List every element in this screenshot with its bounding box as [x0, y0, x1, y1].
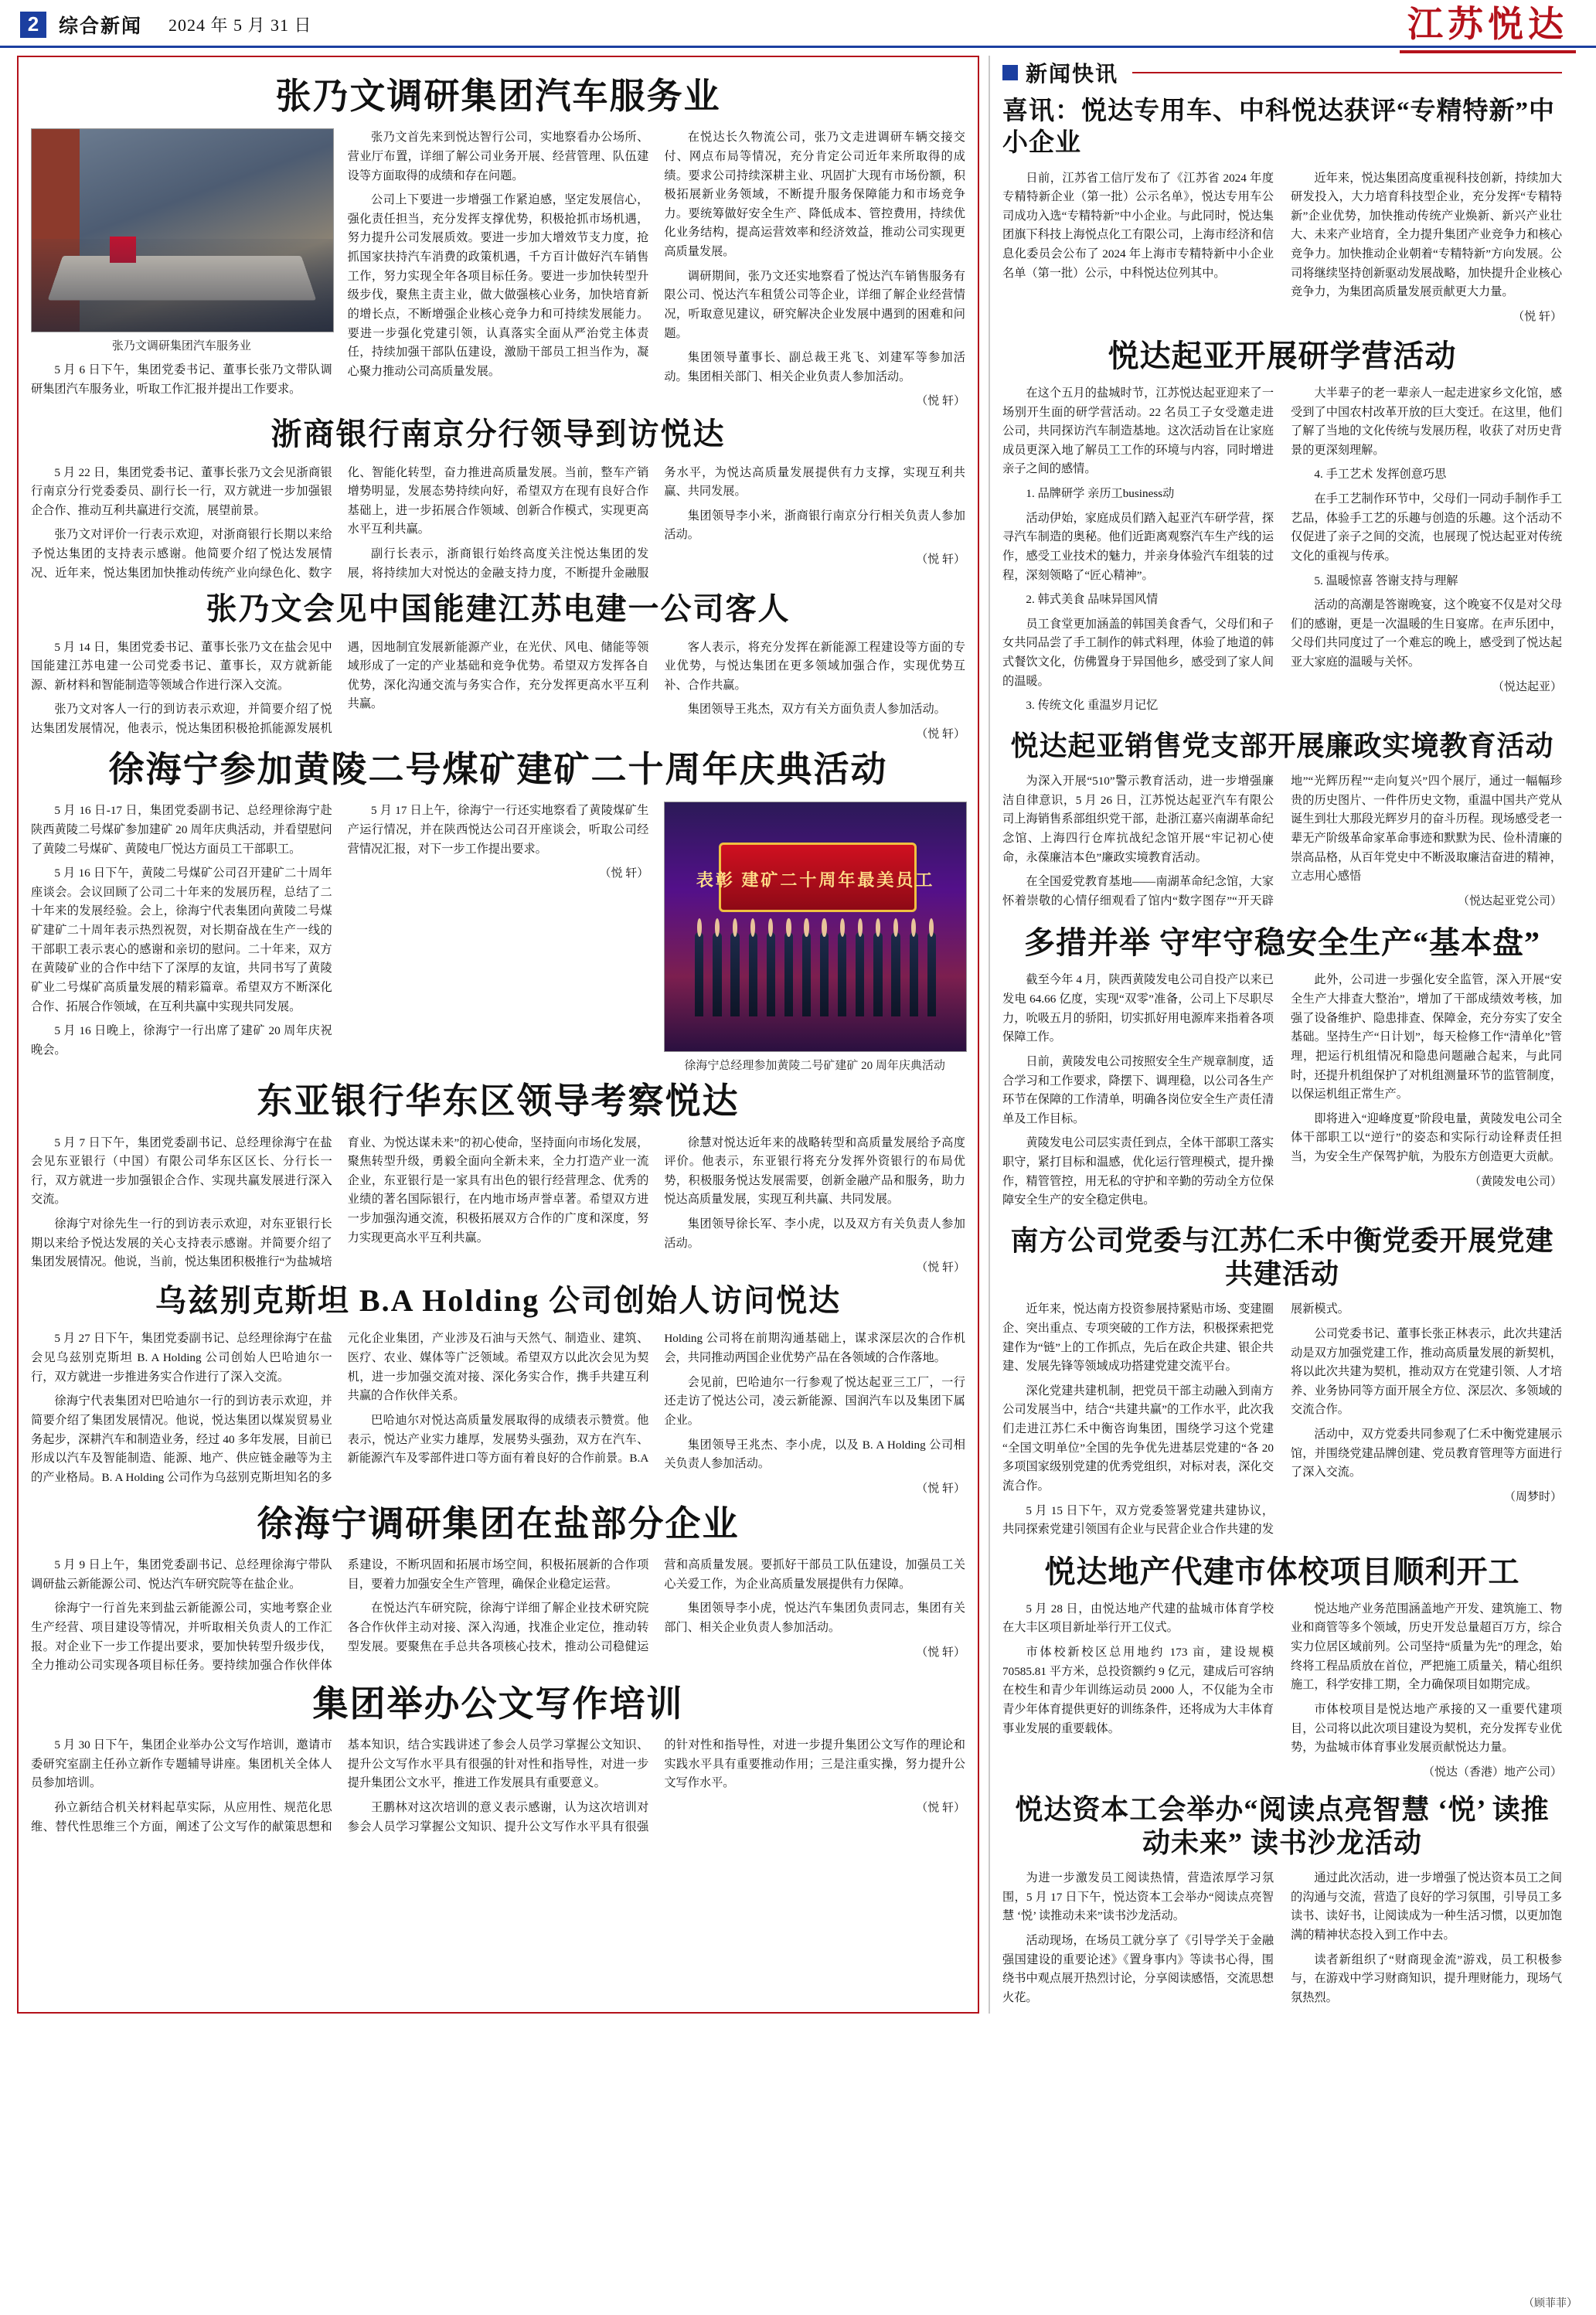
- paragraph: 5 月 17 日上午，徐海宁一行还实地察看了黄陵煤矿生产运行情况，并在陕西悦达公司召开座谈会，听取公司经营情况汇报，对下一步工作提出要求。: [347, 804, 649, 856]
- right-column: [999, 56, 1562, 2014]
- page-content: [0, 48, 1596, 2029]
- paragraph: 活动伊始，家庭成员们踏入起亚汽车研学营，探寻汽车制造的奥秘。他们近距离观察汽车生产线的运作，感受工业技术的魅力，并亲身体验汽车组装的过程，深刻领略了“匠心精神”。: [1002, 511, 1274, 582]
- article-headline: 集团举办公文写作培训: [312, 1683, 684, 1724]
- left-column: [17, 56, 979, 2014]
- paragraph: 近年来，悦达南方投资参展持紧贴市场、变建圈企、突出重点、专项突破的工作方法，积极探索把党建作为“链”上的工作抓点，先后在政企共建、银企共建、发展先锋等领域成功搭建党建交流平台。: [1002, 1302, 1274, 1374]
- paragraph: 徐海宁代表集团对巴哈迪尔一行的到访表示欢迎，并简要介绍了集团发展情况。他说，悦达集团以煤炭贸易业务起步，深耕汽车和制造业务，经过 40 多年发展，目前已形成以汽车及智能制造、能源、地产、供应链金融等为主的产业格局。B. A Holding 公司作为乌兹别克斯坦知名的多元化企业集团，产业涉及石油与天然气、制造业、建筑、医疗、农业、媒体等广泛领域。希望双方以此次会见为契机，进一步加强交流对接、深化务实合作，携手共建互利共赢的合作伙伴关系。: [31, 1332, 649, 1484]
- photo-caption: 徐海宁总经理参加黄陵二号矿建矿 20 周年庆典活动: [684, 1060, 945, 1073]
- paragraph: 集团领导董事长、副总裁王兆飞、刘建军等参加活动。集团相关部门、相关企业负责人参加活动。: [664, 351, 965, 383]
- article-headline: 徐海宁参加黄陵二号煤矿建矿二十周年庆典活动: [108, 750, 888, 790]
- article-headline: 徐海宁调研集团在盐部分企业: [257, 1503, 740, 1544]
- paragraph: 4. 手工艺术 发挥创意巧思: [1314, 468, 1447, 482]
- paragraph: 张乃文首先来到悦达智行公司，实地察看办公场所、营业厅布置，详细了解公司业务开展、经营管理、队伍建设等方面取得的成绩和存在问题。: [347, 131, 649, 182]
- article-headline: 张乃文会见中国能建江苏电建一公司客人: [206, 591, 791, 627]
- news-flash-label: 新闻快讯: [1026, 63, 1119, 87]
- paragraph: 在悦达长久物流公司，张乃文走进调研车辆交接交付、网点布局等情况，充分肯定公司近年来所取得的成绩。要求公司持续深耕主业、巩固扩大现有市场份额，积极拓展新业务领域，不断提升服务保障能力和市场竞争力。要统筹做好安全生产、降低成本、管控费用，持续优化业务结构，提高运营效率和经济效益，推动公司实现更高质量发展。: [664, 131, 965, 259]
- paragraph: 5 月 16 日晚上，徐海宁一行出席了建矿 20 周年庆祝晚会。: [31, 1024, 332, 1057]
- article-signature: （悦 轩）: [916, 1802, 965, 1815]
- paragraph: 为深入开展“510”警示教育活动，进一步增强廉洁自律意识，5 月 26 日，江苏悦达起亚汽车有限公司上海销售系部组织党干部，赴浙江嘉兴南湖革命纪念馆、上海四行仓库抗战纪念馆开展“牢记初心使命，永葆廉洁本色”廉政实境教育活动。: [1002, 775, 1274, 864]
- paragraph: 截至今年 4 月，陕西黄陵发电公司自投产以来已发电 64.66 亿度，实现“双零”准备，公司上下尽职尽力，吮吸五月的骄阳，切实抓好用电源库来指着各项保障工作。: [1002, 973, 1274, 1044]
- article-ba-holding-visit: [31, 1282, 965, 1496]
- brand-logo: 江苏悦达: [1400, 0, 1576, 53]
- paragraph: 悦达地产业务范围涵盖地产开发、建筑施工、物业和商管等多个领域，历史开发总量超百万方，综合实力位居区域前列。公司坚持“质量为先”的理念，始终将工程品质放在首位，严把施工质量关，精心组织施工，科学安排工期，全力确保项目如期完成。: [1291, 1602, 1562, 1692]
- paragraph: 副行长表示，浙商银行始终高度关注悦达集团的发展，将持续加大对悦达的金融支持力度，不断提升金融服务水平，为悦达高质量发展提供有力支撑，实现互利共赢、共同发展。: [347, 465, 965, 580]
- article-sports-school-project: [1002, 1554, 1562, 1779]
- article-headline: 悦达起亚开展研学营活动: [1108, 338, 1457, 373]
- paragraph: 徐海宁一行首先来到盐云新能源公司，实地考察企业生产经营、项目建设等情况，并听取相关负责人的工作汇报。对企业下一步工作提出要求，要加快转型升级步伐，全力推动公司实现各项目标任务。要持续加强合作伙伴体系建设，不断巩固和拓展市场空间，积极拓展新的合作项目，要着力加强安全生产管理，确保企业稳定运营。: [31, 1558, 649, 1673]
- masthead: [0, 0, 1596, 48]
- paragraph: 5 月 16 日-17 日，集团党委副书记、总经理徐海宁赴陕西黄陵二号煤矿参加建矿 20 周年庆典活动，并看望慰问了黄陵二号煤矿、黄陵电厂悦达方面员工干部职工。: [31, 804, 332, 856]
- paragraph: 徐慧对悦达近年来的战略转型和高质量发展给予高度评价。他表示，东亚银行将充分发挥外资银行的布局优势，积极服务悦达发展需要，创新金融产品和服务，助力悦达高质量发展，实现互利共赢、共同发展。: [664, 1135, 965, 1207]
- article-safety-production: [1002, 924, 1562, 1210]
- paragraph: 集团领导李小虎，悦达汽车集团负责同志，集团有关部门、相关企业负责人参加活动。: [664, 1602, 965, 1634]
- paragraph: 5 月 28 日，由悦达地产代建的盐城市体育学校在大丰区项目新址举行开工仪式。: [1002, 1602, 1274, 1635]
- paragraph: 5. 温暖惊喜 答谢支持与理解: [1314, 574, 1458, 587]
- paragraph: 张乃文对评价一行表示欢迎，对浙商银行长期以来给予悦达集团的支持表示感谢。他简要介绍了悦达发展情况、近年来，悦达集团加快推动传统产业向绿色化、数字化、智能化转型，奋力推进高质量发展。当前，整车产销增势明显，发展态势持续向好，希望双方在现有良好合作基础上，进一步拓展合作领域、创新合作模式，实现更高水平互利共赢。: [31, 465, 649, 580]
- article-xuhaining-survey: [31, 1503, 965, 1676]
- paragraph: 集团领导王兆杰，双方有关方面负责人参加活动。: [687, 703, 946, 717]
- paragraph: 3. 传统文化 重温岁月记忆: [1026, 699, 1159, 713]
- square-bullet-icon: [1002, 65, 1018, 80]
- paragraph: 在手工艺制作环节中，父母们一同动手制作手工艺品，体验手工艺的乐趣与创造的乐趣。这个活动不仅促进了亲子之间的交流，也展现了悦达起亚对传统文化的重视与传承。: [1291, 492, 1562, 563]
- paragraph: 在全国爱党教育基地——南湖革命纪念馆，大家怀着崇敬的心情仔细观看了馆内“数字图存”“开天辟地”“光辉历程”“走向复兴”四个展厅，通过一幅幅珍贵的历史图片、一件件历史文物，重温中国共产党从诞生到壮大那段光辉岁月的奋斗历程。现场感受老一辈无产阶级革命家革命事迹和默默为民、俭朴清廉的崇高品格，从百年党史中不断汲取廉洁奋进的精神，立志用心感悟: [1002, 775, 1562, 907]
- paragraph: 5 月 16 日下午，黄陵二号煤矿公司召开建矿二十周年座谈会。会议回顾了公司二十年来的发展历程，总结了二十年来的发展经验。会上，徐海宁代表集团向黄陵二号煤矿建矿二十周年表示热烈祝贺，对长期奋战在生产一线的干部职工表示衷心的感谢和亲切的慰问。二十年来，双方在黄陵矿业的合作中结下了深厚的友谊，共同书写了黄陵矿业二号煤矿高质量发展的精彩篇章。希望双方不断深化合作、拓展合作领域，在互利共赢中实现共同发展。: [31, 866, 332, 1013]
- paragraph: 徐海宁对徐先生一行的到访表示欢迎，对东亚银行长期以来给予悦达发展的关心支持表示感谢。并简要介绍了集团发展情况。他说，当前，悦达集团积极推行“为盐城培育业、为悦达谋未来”的初心使命，坚持面向市场化发展，聚焦转型升级，勇毅全面向全新未来，全力打造产业一流企业，东亚银行是一家具有出色的银行经营理念、优秀的业绩的著名国际银行，在内地市场声誉卓著。希望双方进一步加强沟通交流，积极拓展双方合作的广度和深度，努力实现更高水平互利共赢。: [31, 1135, 649, 1269]
- article-kia-sales-party-branch: [1002, 730, 1562, 911]
- article-signature: （周梦时）: [1503, 1490, 1562, 1503]
- paragraph: 活动现场，在场员工就分享了《引导学关于金融强国建设的重要论述》《置身事内》等读书心得，围绕书中观点展开热烈讨论，分享阅读感悟，交流思想火花。: [1002, 1934, 1274, 2004]
- paragraph: 5 月 14 日，集团党委书记、董事长张乃文在盐会见中国能建江苏电建一公司党委书记、董事长，双方就新能源、新材料和智能制造等领域合作进行深入交流。: [31, 640, 332, 692]
- article-signature: （悦 轩）: [916, 1646, 965, 1659]
- paragraph: 孙立新结合机关材料起草实际，从应用性、规范化思维、替代性思维三个方面，阐述了公文写作的献策思想和基本知识，结合实践讲述了参会人员学习掌握公文知识、提升公文写作水平具有很强的针对性和指导性，对进一步提升集团公文水平，推进工作发展具有重要意义。: [31, 1738, 649, 1833]
- article-headline: 乌兹别克斯坦 B.A Holding 公司创始人访问悦达: [155, 1283, 842, 1319]
- paragraph: 张乃文对客人一行的到访表示欢迎，并简要介绍了悦达集团发展情况，他表示，悦达集团积极抢抓能源发展机遇，因地制宜发展新能源产业，在光伏、风电、储能等领域形成了一定的产业基础和竞争优势。希望双方发挥各自优势，深化沟通交流与务实合作，充分发挥更高水平互利共赢。: [31, 640, 649, 736]
- article-zhangnaiwen-auto-service: [31, 76, 965, 408]
- article-headline: 喜讯：悦达专用车、中科悦达获评“专精特新”中小企业: [1002, 97, 1555, 158]
- article-signature: （悦达起亚）: [1492, 680, 1562, 693]
- paragraph: 黄陵发电公司层实责任到点，全体干部职工落实职守，紧打目标和温感，优化运行管理模式，提升操作，精管管控，用无私的守护和辛勤的劳动全方位保障安全生产的安全稳定供电。: [1002, 1136, 1274, 1207]
- paragraph: 5 月 7 日下午，集团党委副书记、总经理徐海宁在盐会见东亚银行（中国）有限公司华东区区长、分行长一行，双方就进一步加强银企合作、实现共赢发展进行深入交流。: [31, 1135, 332, 1207]
- paragraph: 2. 韩式美食 品味异国风情: [1026, 593, 1159, 607]
- article-kia-study-camp: [1002, 338, 1562, 716]
- article-writing-training: [31, 1683, 965, 1837]
- paragraph: 1. 品牌研学 亲历工business动: [1026, 487, 1175, 500]
- paragraph: 大半辈子的老一辈亲人一起走进家乡文化馆，感受到了中国农村改革开放的巨大变迁。在这里，他们了解了当地的文化传统与发展历程，收获了对历史背景的更深刻理解。: [1291, 386, 1562, 457]
- paragraph: 活动的高潮是答谢晚宴，这个晚宴不仅是对父母们的感谢，更是一次温暖的生日宴席。在声乐团中，父母们共同度过了一个难忘的晚上，感受到了悦达起亚大家庭的温暖与关怀。: [1291, 598, 1562, 669]
- page-number: 2: [20, 12, 46, 38]
- article-headline: 悦达资本工会举办“阅读点亮智慧 ‘悦’ 读推动未来” 读书沙龙活动: [1015, 1793, 1550, 1858]
- paragraph: 5 月 27 日下午，集团党委副书记、总经理徐海宁在盐会见乌兹别克斯坦 B. A Holding 公司创始人巴哈迪尔一行，双方就进一步推进务实合作进行了深入交流。: [31, 1332, 332, 1384]
- article-signature: （悦 轩）: [916, 1482, 965, 1495]
- paragraph: 市体校新校区总用地约 173 亩，建设规模 70585.81 平方米，总投资额约 9 亿元，建成后可容纳在校生和青少年训练运动员 2000 人，不仅能为全市青少年体育提供更好的训练条件，还将成为大丰体育事业发展的重要载体。: [1002, 1646, 1274, 1735]
- article-signature: （黄陵发电公司）: [1468, 1175, 1562, 1188]
- paragraph: 为进一步激发员工阅读热情，营造浓厚学习氛围，5 月 17 日下午，悦达资本工会举办“阅读点亮智慧 ‘悦’ 读推动未来”读书沙龙活动。: [1002, 1871, 1274, 1923]
- paragraph: 在这个五月的盐城时节，江苏悦达起亚迎来了一场别开生面的研学营活动。22 名员工子女受邀走进公司，共同探访汽车制造基地。这次活动旨在让家庭成员更深入地了解员工工作的环境与内容，同时增进亲子之间的感情。: [1002, 386, 1274, 476]
- paragraph: 此外，公司进一步强化安全监管，深入开展“安全生产大排查大整治”，增加了干部成绩效考核，加强了设备维护、隐患排查、保障金，充分夯实了安全基础。坚持生产“日计划”，每天检修工作“清单化”管理，把运行机组情况和隐患问题融合起来，与此同时，还提升机组保护了对机组测量环节的监管制度，以保运机组正常生产。: [1291, 973, 1562, 1101]
- paragraph: 集团领导徐长军、李小虎，以及双方有关负责人参加活动。: [664, 1217, 965, 1250]
- article-photo: [664, 802, 967, 1052]
- article-signature: （悦达起亚党公司）: [1457, 894, 1562, 907]
- paragraph: 即将进入“迎峰度夏”阶段电量，黄陵发电公司全体干部职工以“逆行”的姿态和实际行动诠释责任担当，为安全生产保驾护航，为股东方创造更大贡献。: [1291, 1112, 1562, 1164]
- article-headline: 悦达起亚销售党支部开展廉政实境教育活动: [1010, 730, 1554, 761]
- paragraph: 通过此次活动，进一步增强了悦达资本员工之间的沟通与交流，营造了良好的学习氛围，引导员工多读书、读好书，让阅读成为一种生活习惯，以更加饱满的精神状态投入到工作中去。: [1291, 1871, 1562, 1942]
- paragraph: 5 月 15 日下午，双方党委签署党建共建协议，共同探索党建引领国有企业与民营企业合作共建的发展新模式。: [1002, 1302, 1349, 1537]
- article-signature: （悦 轩）: [916, 1261, 965, 1275]
- paragraph: 市体校项目是悦达地产承接的又一重要代建项目，公司将以此次项目建设为契机，充分发挥专业优势，为盐城市体育事业发展贡献悦达力量。: [1291, 1702, 1562, 1755]
- paragraph: 集团领导李小米，浙商银行南京分行相关负责人参加活动。: [664, 509, 965, 542]
- photo-caption: 张乃文调研集团汽车服务业: [111, 340, 251, 353]
- paragraph: 公司党委书记、董事长张正林表示，此次共建活动是双方加强党建工作，推动高质量发展的新契机，将以此次共建为契机，推动双方在党建引领、人才培养、业务协同等方面开展全方位、深层次、多领域的交流合作。: [1291, 1326, 1562, 1417]
- paragraph: 5 月 9 日上午，集团党委副书记、总经理徐海宁带队调研盐云新能源公司、悦达汽车研究院等在盐企业。: [31, 1558, 332, 1591]
- paragraph: 员工食堂更加涵盖的韩国美食香气，父母们和子女共同品尝了手工制作的韩式料理，体验了地道的韩式餐饮文化，仿佛置身于异国他乡，感受到了家人间的温暖。: [1002, 617, 1274, 688]
- photo-banner-text: 表彰 建矿二十周年最美员工: [696, 870, 935, 890]
- article-east-asia-bank: [31, 1081, 965, 1275]
- paragraph: 会见前，巴哈迪尔一行参观了悦达起亚三工厂，一行还走访了悦达公司，凌云新能源、国润汽车以及集团下属企业。: [664, 1375, 965, 1427]
- paragraph: 5 月 6 日下午，集团党委书记、董事长张乃文带队调研集团汽车服务业，听取工作汇报并提出工作要求。: [31, 363, 332, 396]
- article-huangling-mine-anniversary: [31, 749, 965, 1073]
- paragraph: 集团领导王兆杰、李小虎，以及 B. A Holding 公司相关负责人参加活动。: [664, 1438, 965, 1471]
- article-meet-jiangsu-electric: [31, 591, 965, 741]
- page-footer-note: （顾菲菲）: [1523, 2298, 1577, 2310]
- article-signature: （悦 轩）: [916, 395, 965, 408]
- paragraph: 深化党建共建机制，把党员干部主动融入到南方公司发展当中，结合“共建共赢”的工作水平，此次我们走进江苏仁禾中衡咨询集团，围绕学习这个党建“全国文明单位”全国的先争优先进基层党建的“各 20 多项国家级别党建的优秀党组织，对标对表，深化交流合作。: [1002, 1384, 1274, 1493]
- article-photo: [31, 128, 334, 332]
- paragraph: 日前，江苏省工信厅发布了《江苏省 2024 年度专精特新企业（第一批）公示名单》，悦达专用车公司成功入选“专精特新”中小企业。与此同时，悦达集团旗下科技上海悦点化工有限公司，上海市经济和信息化委员会公布了 2024 年上海市专精特新中小企业名单（第一批）公示，中科悦达位列其中。: [1002, 171, 1274, 280]
- paragraph: 公司上下要进一步增强工作紧迫感，坚定发展信心，强化责任担当，充分发挥支撑优势，积极抢抓市场机遇，努力提升公司发展质效。要进一步加大增效节支力度，抢抓国家扶持汽车消费的政策机遇，千方百计做好汽车销售工作，努力实现全年各项目标任务。要进一步加快转型升级步伐，聚焦主责主业，做大做强核心业务，加快培育新的增长点，不断增强企业核心竞争力和可持续发展能力。要进一步强化党建引领，认真落实全面从严治党主体责任，持续加强干部队伍建设，激励干部员工担当作为，凝心聚力推动公司高质量发展。: [347, 193, 649, 378]
- article-reading-salon: [1002, 1793, 1562, 2014]
- brand: [1400, 0, 1576, 53]
- article-headline: 悦达地产代建市体校项目顺利开工: [1044, 1554, 1520, 1589]
- paragraph: 在悦达汽车研究院，徐海宁详细了解企业技术研究院各合作伙伴主动对接、深入沟通，找准企业定位，推动转型发展。要聚焦在手总共各项核心技术，推动公司稳健运营和高质量发展。要抓好干部员工队伍建设，加强员工关心关爱工作，为企业高质量发展提供有力保障。: [347, 1558, 965, 1653]
- article-headline: 东亚银行华东区领导考察悦达: [257, 1081, 740, 1122]
- paragraph: 日前，黄陵发电公司按照安全生产规章制度，适合学习和工作要求，降摆下、调理稳，以公司各生产环节在保障的工作清单，明确各岗位安全生产责任清单及工作目标。: [1002, 1054, 1274, 1125]
- paragraph: 读者新组织了“财商现金流”游戏，员工积极参与，在游戏中学习财商知识，提升理财能力，现场气氛热烈。: [1291, 1952, 1562, 2004]
- section-name: 综合新闻: [59, 15, 143, 37]
- article-signature: （悦达（香港）地产公司）: [1422, 1765, 1562, 1779]
- paragraph: 活动中，双方党委共同参观了仁禾中衡党建展示馆，并围绕党建品牌创建、党员教育管理等方面进行了深入交流。: [1291, 1428, 1562, 1479]
- article-party-building-cooperation: [1002, 1224, 1562, 1540]
- article-signature: （悦 轩）: [1513, 310, 1562, 323]
- article-headline: 浙商银行南京分行领导到访悦达: [271, 417, 726, 452]
- article-signature: （悦 轩）: [916, 553, 965, 567]
- paragraph: 5 月 22 日，集团党委书记、董事长张乃文会见浙商银行南京分行党委委员、副行长一行，双方就进一步加强银企合作、推动互利共赢进行交流，展望前景。: [31, 465, 332, 517]
- article-zheshang-bank-visit: [31, 416, 965, 583]
- article-signature: （悦 轩）: [916, 728, 965, 741]
- paragraph: 调研期间，张乃文还实地察看了悦达汽车销售服务有限公司、悦达汽车租赁公司等企业，详细了解企业经营情况，听取意见建议，研究解决企业发展中遇到的困难和问题。: [664, 269, 965, 340]
- paragraph: 近年来，悦达集团高度重视科技创新，持续加大研发投入，大力培育科技型企业，充分发挥“专精特新”企业优势，加快推动传统产业焕新、新兴产业壮大、未来产业培育，全力提升集团产业竞争力和核心竞争力。加快推动企业朝着“专精特新”方向发展。公司将继续坚持创新驱动发展战略，加快提升企业核心竞争力，为集团高质量发展贡献更大力量。: [1291, 171, 1562, 299]
- paragraph: 巴哈迪尔对悦达高质量发展取得的成绩表示赞赏。他表示，悦达产业实力雄厚，发展势头强劲，双方在汽车、新能源汽车及零部件进口等方面有着良好的合作前景。B.A Holding 公司将在前期沟通基础上，谋求深层次的合作机会，共同推动两国企业优势产品在各领域的合作落地。: [347, 1332, 965, 1466]
- article-headline: 南方公司党委与江苏仁禾中衡党委开展党建共建活动: [1010, 1224, 1554, 1290]
- article-headline: 张乃文调研集团汽车服务业: [275, 77, 721, 116]
- news-flash-header: [1002, 57, 1562, 88]
- paragraph: 王鹏林对这次培训的意义表示感谢，认为这次培训对参会人员学习掌握公文知识、提升公文写作水平具有很强的针对性和指导性，对进一步提升集团公文写作的理论和实践水平具有重要推动作用；三是注重实操，努力提升公文写作水平。: [347, 1738, 965, 1833]
- column-divider: [979, 56, 999, 2014]
- paragraph: 5 月 30 日下午，集团企业举办公文写作培训，邀请市委研究室副主任孙立新作专题辅导讲座。集团机关全体人员参加培训。: [31, 1738, 332, 1790]
- paragraph: 客人表示，将充分发挥在新能源工程建设等方面的专业优势，与悦达集团在更多领域加强合作，实现优势互补、合作共赢。: [664, 640, 965, 692]
- header-rule: [1132, 72, 1562, 73]
- issue-date: 2024 年 5 月 31 日: [168, 15, 312, 35]
- article-headline: 多措并举 守牢守稳安全生产“基本盘”: [1024, 925, 1540, 961]
- article-specialized-sme-award: [1002, 96, 1562, 324]
- article-signature: （悦 轩）: [599, 867, 649, 880]
